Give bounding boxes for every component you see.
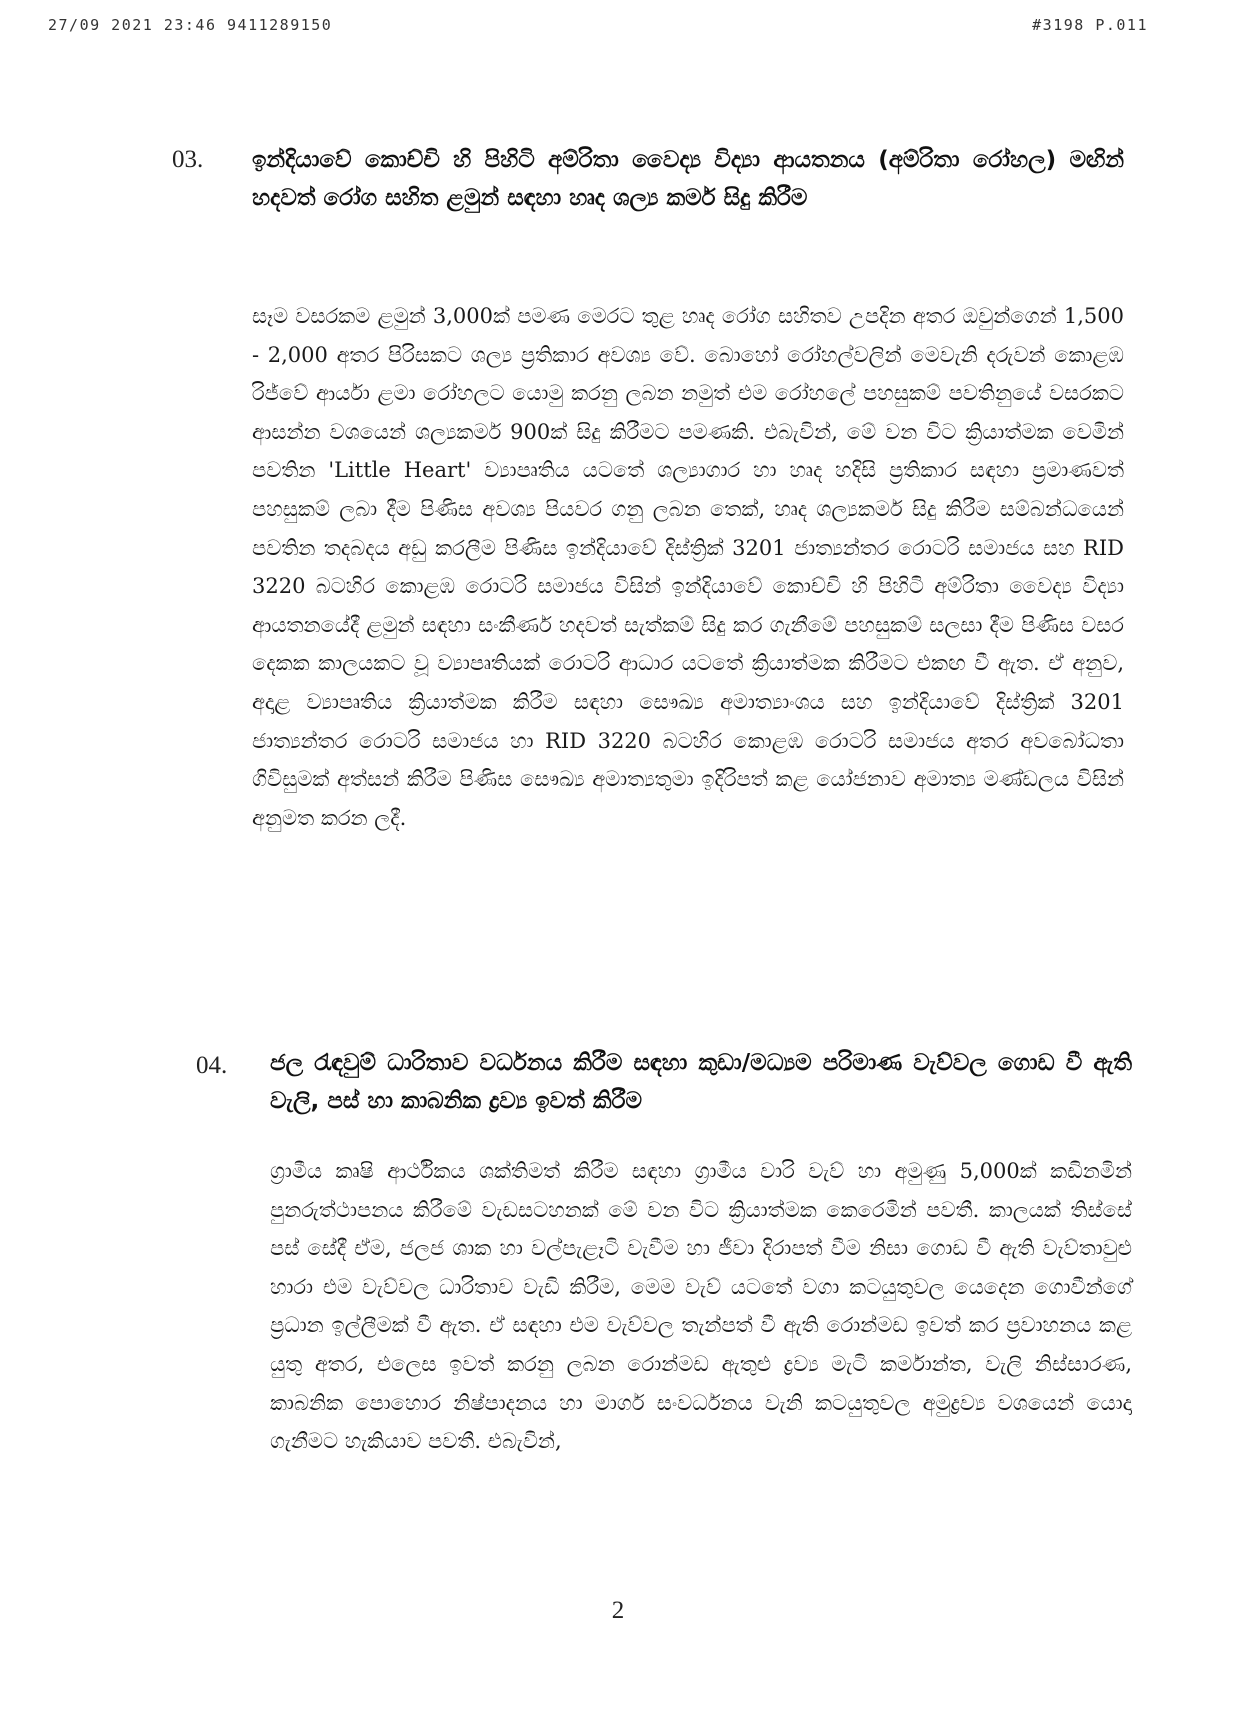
section-number: 03. <box>172 146 204 173</box>
section-title: ඉන්දියාවේ කොච්චි හි පිහිටි අම්රිතා වෛද්‍ය විද්‍යා ආයතනය (අම්රිතා රෝහල) මඟින් හදවත් රෝග සහිත ළමුන් සඳහා හෘද ශල්‍ය කර්ම සිදු කිරීම <box>252 147 1124 211</box>
fax-transmission-header <box>0 10 1236 40</box>
section-number: 04. <box>196 1052 228 1079</box>
section-body: සෑම වසරකම ළමුන් 3,000ක් පමණ මෙරට තුළ හෘද රෝග සහිතව උපදින අතර ඔවුන්ගෙන් 1,500 - 2,000 අතර පිරිසකට ශල්‍ය ප්‍රතිකාර අවශ්‍ය වේ. බොහෝ රෝහල්වලින් මෙවැනි දරුවන් කොළඹ රිජ්වේ ආර්යා ළමා රෝහලට යොමු කරනු ලබන නමුත් එම රෝහලේ පහසුකම් පවතිනුයේ වසරකට ආසන්න වශයෙන් ශල්‍යකර්ම 900ක් සිදු කිරීමට පමණකි. එබැවින්, මේ වන විට ක්‍රියාත්මක වෙමින් පවතින 'Little Heart' ව්‍යාපෘතිය යටතේ ශල්‍යාගාර හා හෘද හදිසි ප්‍රතිකාර සඳහා ප්‍රමාණවත් පහසුකම් ලබා දීම පිණිස අවශ්‍ය පියවර ගනු ලබන තෙක්, හෘද ශල්‍යකර්ම සිදු කිරීම සම්බන්ධයෙන් පවතින තදබදය අඩු කරලීම පිණිස ඉන්දියාවේ දිස්ත්‍රික් 3201 ජාත්‍යන්තර රොටරි සමාජය සහ RID 3220 බටහිර කොළඹ රොටරි සමාජය විසින් ඉන්දියාවේ කොච්චි හි පිහිටි අම්රිතා වෛද්‍ය විද්‍යා ආයතනයේදී ළමුන් සඳහා සංකීර්ණ හදවත් සැත්කම් සිදු කර ගැනීමේ පහසුකම් සලසා දීම පිණිස වසර දෙකක කාලයකට වූ ව්‍යාපෘතියක් රොටරි ආධාර යටතේ ක්‍රියාත්මක කිරීමට එකඟ වී ඇත. ඒ අනුව, අදාළ ව්‍යාපෘතිය ක්‍රියාත්මක කිරීම සඳහා සෞඛ්‍ය අමාත්‍යාංශය සහ ඉන්දියාවේ දිස්ත්‍රික් 3201 ජාත්‍යන්තර රොටරි සමාජය හා RID 3220 බටහිර කොළඹ රොටරි සමාජය අතර අවබෝධතා ගිවිසුමක් අත්සන් කිරීම පිණිස සෞඛ්‍ය අමාත්‍යතුමා ඉදිරිපත් කළ යෝජනාව අමාත්‍ය මණ්ඩලය විසින් අනුමත කරන ලදී. <box>252 304 1124 830</box>
section-body: ග්‍රාමීය කෘෂි ආර්ථිකය ශක්තිමත් කිරීම සඳහා ග්‍රාමීය වාරි වැව් හා අමුණු 5,000ක් කඩිනමින් පුනරුත්ථාපනය කිරීමේ වැඩසටහනක් මේ වන විට ක්‍රියාත්මක කෙරෙමින් පවතී. කාලයක් තිස්සේ පස් සේදී ඒම, ජලජ ශාක හා වල්පැළෑටි වැවීම හා ජීවා දිරාපත් වීම නිසා ගොඩ වී ඇති වැව්තාවුළු හාරා එම වැව්වල ධාරිතාව වැඩි කිරීම, මෙම වැව් යටතේ වගා කටයුතුවල යෙදෙන ගොවීන්ගේ ප්‍රධාන ඉල්ලීමක් වී ඇත. ඒ සඳහා එම වැව්වල තැන්පත් වී ඇති රොන්මඩ ඉවත් කර ප්‍රවාහනය කළ යුතු අතර, එලෙස ඉවත් කරනු ලබන රොන්මඩ ඇතුළු ද්‍රව්‍ය මැටි කර්මාන්ත, වැලි නිස්සාරණ, කාබනික පොහොර නිෂ්පාදනය හා මාර්ග සංවර්ධනය වැනි කටයුතුවල අමුද්‍රව්‍ය වශයෙන් යොදා ගැනීමට හැකියාව පවතී. එබැවින්, <box>270 1159 1132 1454</box>
fax-date-time-number: 27/09 2021 23:46 9411289150 <box>48 16 333 34</box>
fax-job-page: #3198 P.011 <box>1032 16 1148 34</box>
section-title: ජල රැඳවුම් ධාරිතාව වර්ධනය කිරීම සඳහා කුඩා/මධ්‍යම පරිමාණ වැව්වල ගොඩ වී ඇති වැලි, පස් හා කාබනික ද්‍රව්‍ය ඉවත් කිරීම <box>270 1050 1132 1114</box>
page-number: 2 <box>611 1597 625 1624</box>
